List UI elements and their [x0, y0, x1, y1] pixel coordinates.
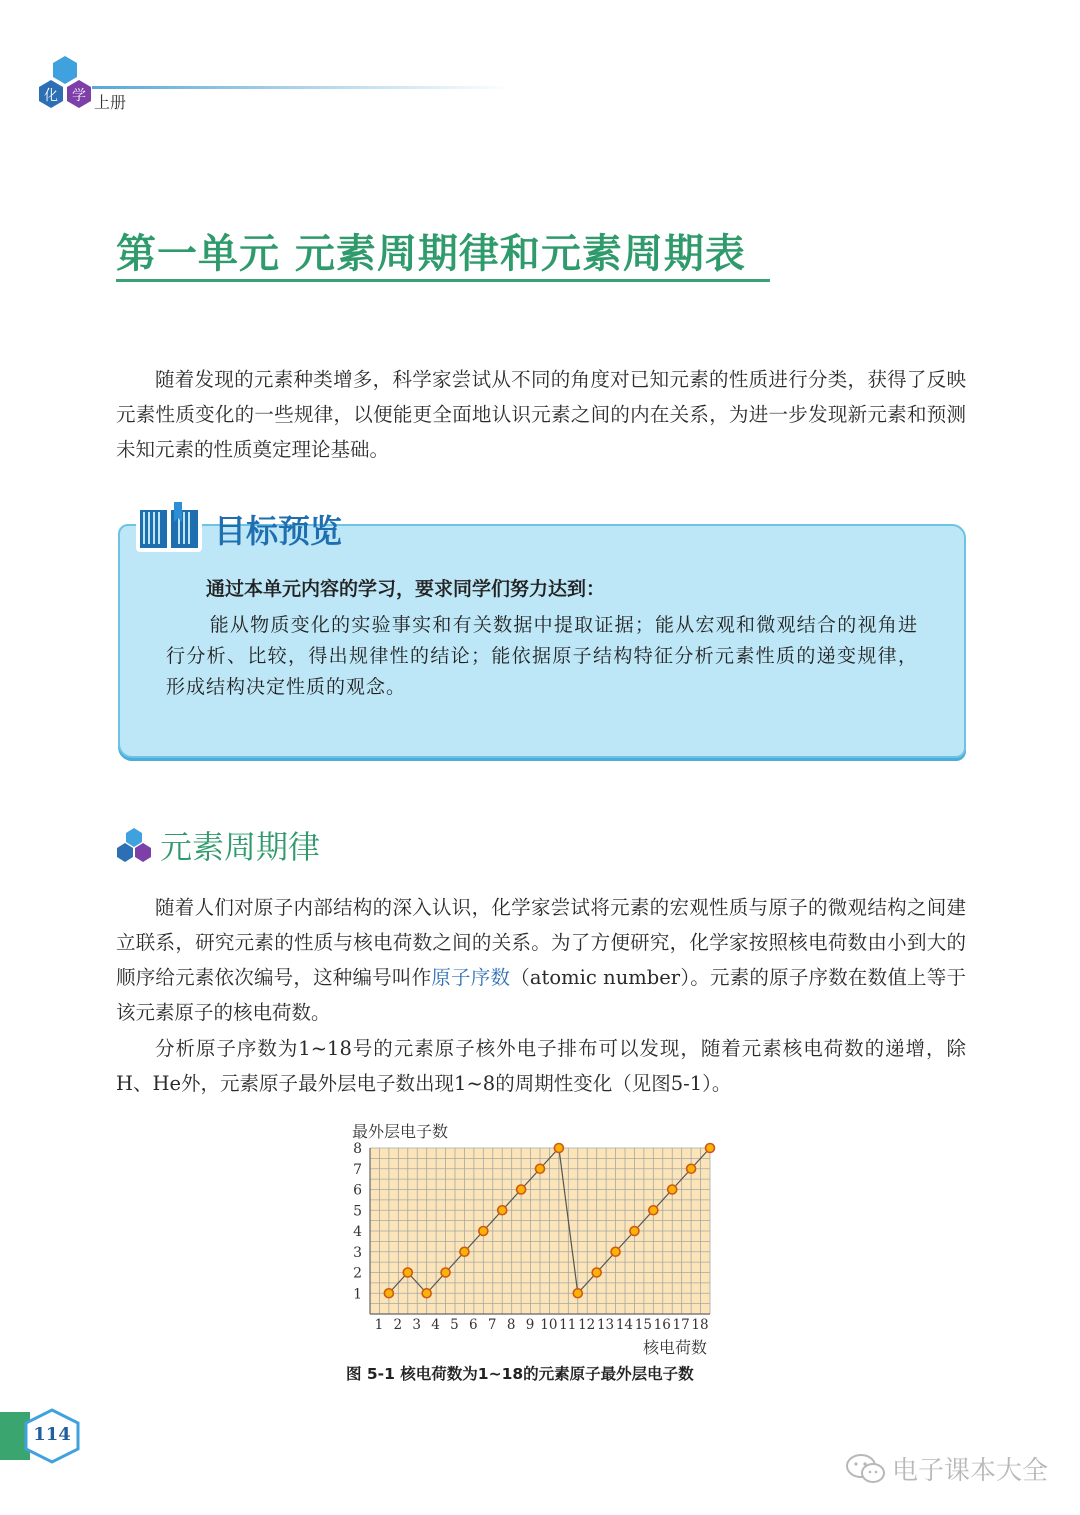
data-point	[573, 1289, 582, 1298]
y-tick-label: 5	[353, 1203, 362, 1220]
x-tick-label: 11	[559, 1317, 577, 1333]
x-tick-label: 7	[487, 1317, 497, 1333]
page-number: 114	[33, 1424, 71, 1445]
x-tick-label: 15	[634, 1317, 652, 1333]
data-point	[384, 1289, 393, 1298]
x-tick-label: 12	[578, 1317, 596, 1333]
unit-title-rule	[116, 279, 770, 282]
book-volume: 上册	[94, 93, 127, 112]
x-tick-label: 14	[615, 1317, 634, 1333]
data-point	[403, 1268, 412, 1277]
y-tick-label: 2	[353, 1265, 362, 1282]
x-tick-label: 16	[653, 1317, 671, 1333]
figure-caption: 图 5-1 核电荷数为1~18的元素原子最外层电子数	[346, 1365, 694, 1383]
data-point	[441, 1268, 450, 1277]
x-tick-label: 4	[431, 1317, 440, 1333]
x-tick-label: 17	[672, 1317, 690, 1333]
data-point	[517, 1185, 526, 1194]
x-axis-label: 核电荷数	[642, 1338, 707, 1357]
x-tick-label: 10	[540, 1317, 558, 1333]
data-point	[668, 1185, 677, 1194]
data-point	[554, 1144, 563, 1153]
y-tick-label: 6	[353, 1182, 362, 1199]
y-tick-label: 4	[353, 1224, 362, 1240]
x-tick-label: 3	[412, 1317, 421, 1333]
subject-char-2: 学	[72, 88, 86, 104]
page-header	[0, 0, 1080, 120]
wechat-icon	[845, 1452, 887, 1486]
x-tick-label: 1	[374, 1317, 384, 1333]
data-point	[630, 1227, 639, 1236]
data-point	[479, 1227, 488, 1236]
data-point	[536, 1164, 545, 1173]
data-point	[611, 1247, 620, 1256]
y-tick-label: 8	[353, 1141, 362, 1157]
y-tick-label: 3	[353, 1244, 362, 1261]
section-hexagon-icon	[114, 826, 154, 864]
y-tick-labels	[353, 1141, 362, 1302]
subject-hexagon-icon	[34, 54, 96, 114]
x-tick-label: 5	[450, 1317, 459, 1333]
subject-char-1: 化	[44, 88, 58, 104]
unit-title: 第一单元 元素周期律和元素周期表	[116, 231, 746, 277]
header-rule	[92, 86, 512, 89]
x-tick-label: 13	[596, 1317, 615, 1333]
data-point	[592, 1268, 601, 1277]
x-tick-labels	[375, 1317, 709, 1333]
data-point	[460, 1247, 469, 1256]
paragraph-text: （atomic number）。元素的原子序数在数值上等于该元素原子的核电荷数。	[116, 966, 966, 1024]
y-tick-label: 1	[353, 1286, 362, 1303]
data-point	[687, 1164, 696, 1173]
x-tick-label: 18	[691, 1317, 709, 1333]
term-atomic-number: 原子序数	[431, 966, 511, 989]
data-point	[422, 1289, 431, 1298]
data-point	[649, 1206, 658, 1215]
watermark-text: 电子课本大全	[892, 1456, 1049, 1486]
data-point	[706, 1144, 715, 1153]
section-paragraph-1	[116, 890, 966, 1030]
section-title: 元素周期律	[160, 828, 321, 866]
section-paragraph-2: 分析原子序数为1~18号的元素原子核外电子排布可以发现，随着元素核电荷数的递增，除H、He外，元素原子最外层电子数出现1~8的周期性变化（见图5-1）。	[116, 1037, 966, 1095]
x-tick-label: 2	[393, 1317, 403, 1333]
y-tick-label: 7	[353, 1161, 362, 1178]
x-tick-label: 6	[469, 1317, 478, 1333]
y-axis-label: 最外层电子数	[352, 1122, 449, 1141]
intro-paragraph: 随着发现的元素种类增多，科学家尝试从不同的角度对已知元素的性质进行分类，获得了反映元素性质变化的一些规律，以便能更全面地认识元素之间的内在关系，为进一步发现新元素和预测未知元素的性质奠定理论基础。	[116, 368, 966, 461]
open-book-icon	[134, 500, 204, 556]
data-point	[498, 1206, 507, 1215]
electron-chart	[340, 1118, 740, 1363]
x-tick-label: 8	[506, 1317, 516, 1333]
paragraph-text: 随着人们对原子内部结构的深入认识，化学家尝试将元素的宏观性质与原子的微观结构之间建立联系，研究元素的性质与核电荷数之间的关系。为了方便研究，化学家按照核电荷数由小到大的顺序给元素依次编号，这种编号叫作	[116, 896, 966, 989]
goal-body-text: 能从物质变化的实验事实和有关数据中提取证据；能从宏观和微观结合的视角进行分析、比较，得出规律性的结论；能依据原子结构特征分析元素性质的递变规律，形成结构决定性质的观念。	[166, 614, 918, 698]
x-tick-label: 9	[525, 1317, 535, 1333]
goal-preview-title: 目标预览	[214, 512, 343, 550]
goal-lead-text: 通过本单元内容的学习，要求同学们努力达到：	[206, 578, 606, 600]
